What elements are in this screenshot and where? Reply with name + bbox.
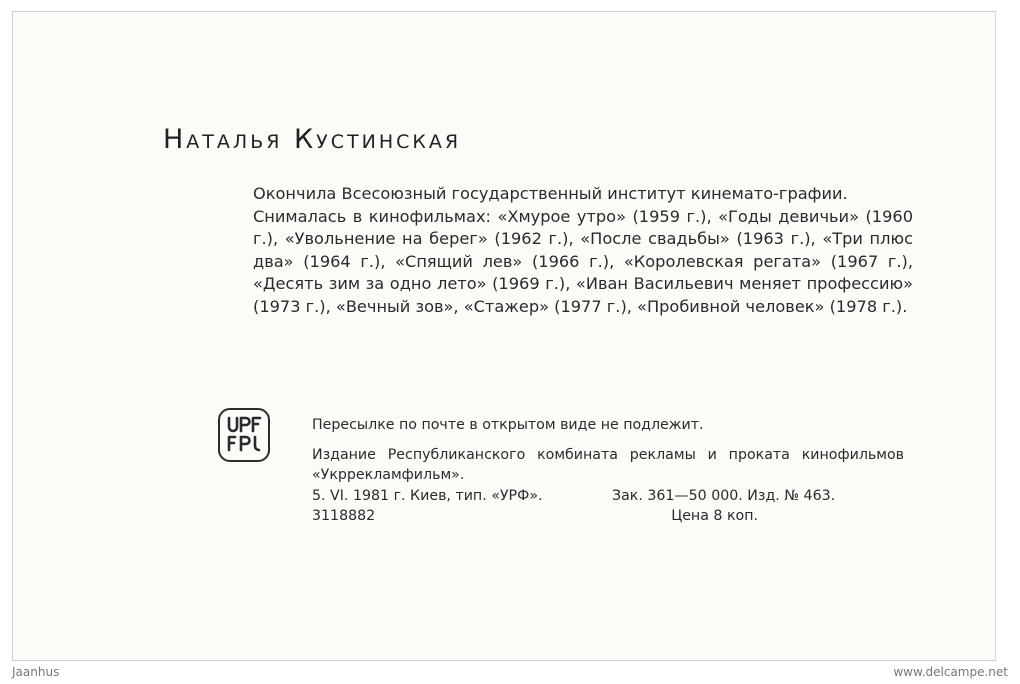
print-info: 5. VI. 1981 г. Киев, тип. «УРФ». [312, 487, 543, 504]
card-code: 3118882 [312, 508, 376, 524]
logo-mark-icon [225, 415, 263, 455]
publisher-line: Издание Республиканского комбината рекламы и проката кинофильмов «Укррекламфильм». [312, 446, 904, 483]
bio-filmography: Снималась в кинофильмах: «Хмурое утро» (1959 г.), «Годы девичьи» (1960 г.), «Увольнение на берег» (1962 г.), «После свадьбы» (1963 г.), «Три плюс два» (1964 г.), «Спящий лев» (1966 г.), «Королевская регата» (1967 г.), «Десять зим за одно лето» (1969 г.), «Иван Васильевич меняет профессию» (1973 г.), «Вечный зов», «Стажер» (1977 г.), «Пробивной человек» (1978 г.). [253, 206, 913, 316]
price-row [312, 506, 904, 527]
postcard-back [12, 11, 1008, 661]
card-edge [995, 11, 1009, 661]
bio-education: Окончила Всесоюзный государственный институт кинемато-графии. [253, 184, 848, 203]
publication-info [312, 415, 904, 527]
page-title: Наталья Кустинская [163, 124, 462, 155]
order-info: Зак. 361—50 000. Изд. № 463. [612, 487, 836, 504]
seller-name: Jaanhus [12, 665, 60, 679]
site-url: www.delcampe.net [893, 665, 1008, 679]
price: Цена 8 коп. [671, 508, 758, 524]
biography [253, 183, 913, 319]
urf-publisher-logo-icon [218, 408, 270, 462]
mail-notice: Пересылке по почте в открытом виде не подлежит. [312, 417, 704, 433]
print-row [312, 486, 904, 507]
